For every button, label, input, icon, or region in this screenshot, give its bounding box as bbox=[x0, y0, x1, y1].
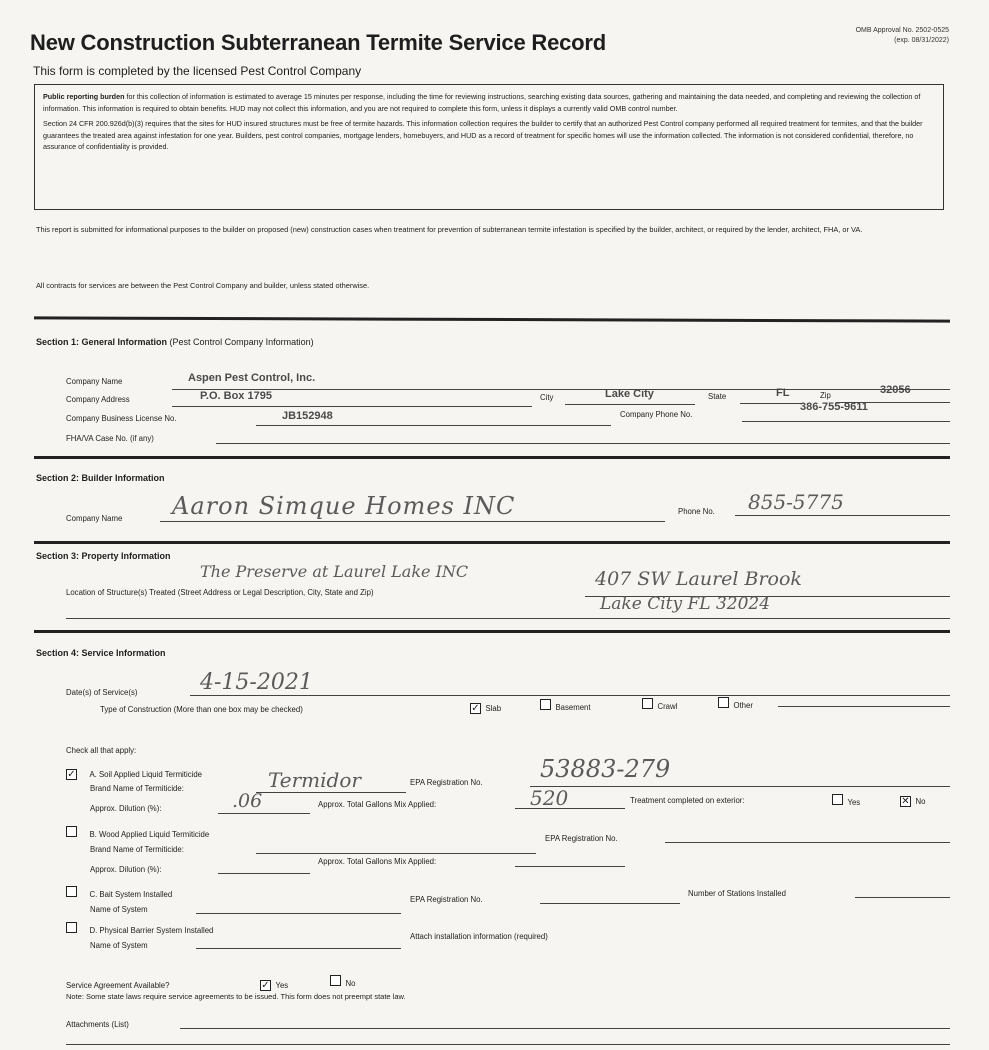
agreement-yes-label: Yes bbox=[275, 981, 289, 990]
phone-line bbox=[742, 421, 950, 422]
license-label: Company Business License No. bbox=[66, 414, 177, 423]
b-brand-label: Brand Name of Termiticide: bbox=[90, 845, 184, 854]
construction-crawl-option[interactable] bbox=[642, 696, 677, 714]
company-address-value[interactable]: P.O. Box 1795 bbox=[200, 390, 272, 402]
burden-lead: Public reporting burden bbox=[43, 92, 125, 101]
form-title: New Construction Subterranean Termite Service Record bbox=[30, 30, 607, 55]
company-name-value[interactable]: Aspen Pest Control, Inc. bbox=[188, 372, 316, 384]
option-b-title: B. Wood Applied Liquid Termiticide bbox=[89, 830, 210, 839]
b-gallons-label: Approx. Total Gallons Mix Applied: bbox=[318, 857, 437, 866]
agreement-no-option[interactable] bbox=[330, 973, 355, 991]
burden-paragraph bbox=[43, 91, 935, 114]
d-name-line bbox=[196, 948, 401, 949]
d-name-label: Name of System bbox=[90, 941, 148, 950]
attachments-line bbox=[180, 1028, 950, 1029]
omb-number: OMB Approval No. 2502-0525 bbox=[855, 27, 949, 34]
city-line bbox=[565, 404, 695, 405]
section1-note: (Pest Control Company Information) bbox=[169, 337, 314, 347]
service-date-label: Date(s) of Service(s) bbox=[66, 688, 138, 697]
b-dilution-line bbox=[218, 873, 310, 874]
agreement-yes-option[interactable] bbox=[260, 975, 288, 993]
c-stations-line bbox=[855, 897, 950, 898]
a-epa-value[interactable]: 53883-279 bbox=[540, 755, 671, 783]
construction-type-label: Type of Construction (More than one box may be checked) bbox=[100, 705, 303, 714]
builder-phone-label: Phone No. bbox=[678, 507, 715, 516]
check-all-label: Check all that apply: bbox=[66, 746, 137, 755]
company-name-line bbox=[172, 389, 950, 390]
builder-name-value[interactable]: Aaron Simque Homes INC bbox=[172, 492, 516, 520]
c-name-label: Name of System bbox=[90, 905, 148, 914]
a-dilution-line bbox=[218, 813, 310, 814]
option-b-row[interactable] bbox=[66, 824, 209, 842]
b-epa-label: EPA Registration No. bbox=[545, 834, 618, 843]
construction-slab-option[interactable] bbox=[470, 698, 501, 716]
option-a-row[interactable] bbox=[66, 764, 202, 782]
exterior-no-checkbox[interactable]: ✕ bbox=[901, 796, 910, 807]
agreement-label: Service Agreement Available? bbox=[66, 981, 170, 990]
a-exterior-no-option[interactable] bbox=[900, 791, 925, 809]
c-epa-line bbox=[540, 903, 680, 904]
basement-checkbox[interactable] bbox=[540, 699, 551, 710]
service-date-line bbox=[190, 695, 950, 696]
a-dilution-label: Approx. Dilution (%): bbox=[90, 804, 162, 813]
city-value[interactable]: Lake City bbox=[605, 388, 654, 400]
a-exterior-label: Treatment completed on exterior: bbox=[630, 796, 745, 805]
option-c-checkbox[interactable] bbox=[66, 886, 77, 897]
form-subtitle: This form is completed by the licensed Pest Control Company bbox=[33, 64, 362, 78]
license-value[interactable]: JB152948 bbox=[282, 410, 333, 422]
option-d-checkbox[interactable] bbox=[66, 922, 77, 933]
a-gallons-label: Approx. Total Gallons Mix Applied: bbox=[318, 800, 437, 809]
a-epa-label: EPA Registration No. bbox=[410, 778, 483, 787]
option-a-title: A. Soil Applied Liquid Termiticide bbox=[89, 770, 202, 779]
option-a-checkbox[interactable]: ✓ bbox=[67, 769, 76, 780]
a-brand-value[interactable]: Termidor bbox=[268, 768, 361, 792]
agreement-yes-checkbox[interactable]: ✓ bbox=[261, 980, 270, 991]
construction-basement-option[interactable] bbox=[540, 697, 591, 715]
location-label: Location of Structure(s) Treated (Street Address or Legal Description, City, State and Zip) bbox=[66, 588, 374, 597]
builder-phone-line bbox=[735, 515, 950, 516]
section-divider bbox=[34, 541, 950, 544]
burden-text: for this collection of information is estimated to average 15 minutes per response, including the time for reviewing instructions, searching existing data sources, gathering and maintaining the data needed, and completing and reviewing the collection of information. This information is required to obtain benefits. HUD may not collect this information, and you are not required to complete this form, unless it displays a currently valid OMB control number. bbox=[43, 92, 921, 113]
attachments-line-2 bbox=[66, 1044, 950, 1045]
other-label: Other bbox=[733, 701, 753, 710]
agreement-no-checkbox[interactable] bbox=[330, 975, 341, 986]
slab-checkbox[interactable]: ✓ bbox=[471, 703, 480, 714]
c-name-line bbox=[196, 913, 401, 914]
option-c-title: C. Bait System Installed bbox=[89, 890, 173, 899]
c-stations-label: Number of Stations Installed bbox=[688, 889, 786, 898]
builder-name-label: Company Name bbox=[66, 514, 123, 523]
company-name-label: Company Name bbox=[66, 377, 123, 386]
section-divider bbox=[34, 456, 950, 459]
state-value[interactable]: FL bbox=[776, 387, 790, 399]
location-line-2 bbox=[66, 618, 950, 619]
other-checkbox[interactable] bbox=[718, 697, 729, 708]
option-b-checkbox[interactable] bbox=[66, 826, 77, 837]
company-address-line bbox=[172, 406, 532, 407]
a-epa-line bbox=[530, 786, 950, 787]
zip-label: Zip bbox=[820, 391, 831, 400]
agreement-note: Note: Some state laws require service agreements to be issued. This form does not preempt state law. bbox=[66, 992, 406, 1001]
a-exterior-yes-option[interactable] bbox=[832, 792, 860, 810]
section1-title: Section 1: General Information bbox=[36, 337, 168, 347]
company-address-label: Company Address bbox=[66, 395, 130, 404]
slab-label: Slab bbox=[485, 704, 502, 713]
a-dilution-value[interactable]: .06 bbox=[232, 790, 263, 812]
section1-heading bbox=[36, 337, 314, 347]
section-divider bbox=[34, 316, 950, 322]
builder-name-line bbox=[160, 521, 665, 522]
location-line2-value[interactable]: 407 SW Laurel Brook bbox=[595, 568, 802, 590]
exterior-no-label: No bbox=[915, 797, 926, 806]
fha-case-label: FHA/VA Case No. (if any) bbox=[66, 434, 154, 443]
license-line bbox=[256, 425, 611, 426]
attachments-label: Attachments (List) bbox=[66, 1020, 129, 1029]
b-gallons-line bbox=[515, 866, 625, 867]
phone-label: Company Phone No. bbox=[620, 410, 693, 419]
intro-paragraph: This report is submitted for informational purposes to the builder on proposed (new) construction cases when treatment for prevention of subterranean termite infestation is specified by the builder, architect, or required by the lender, architect, FHA, or VA. bbox=[36, 225, 863, 234]
exterior-yes-checkbox[interactable] bbox=[832, 794, 843, 805]
location-line3-value[interactable]: Lake City FL 32024 bbox=[600, 594, 771, 614]
exterior-yes-label: Yes bbox=[847, 798, 861, 807]
section-divider bbox=[34, 630, 950, 633]
d-attach-label: Attach installation information (required) bbox=[410, 932, 548, 941]
city-label: City bbox=[540, 393, 554, 402]
option-c-row[interactable] bbox=[66, 884, 172, 902]
contracts-paragraph: All contracts for services are between the Pest Control Company and builder, unless stated otherwise. bbox=[36, 281, 370, 290]
state-line bbox=[740, 403, 802, 404]
section4-heading: Section 4: Service Information bbox=[36, 648, 166, 658]
option-d-title: D. Physical Barrier System Installed bbox=[89, 926, 214, 935]
basement-label: Basement bbox=[555, 703, 591, 712]
a-brand-label: Brand Name of Termiticide: bbox=[90, 784, 184, 793]
b-epa-line bbox=[665, 842, 950, 843]
section2-heading: Section 2: Builder Information bbox=[36, 473, 165, 483]
b-brand-line bbox=[256, 853, 536, 854]
other-line bbox=[778, 706, 950, 707]
a-gallons-value[interactable]: 520 bbox=[530, 786, 569, 810]
crawl-checkbox[interactable] bbox=[642, 698, 653, 709]
option-d-row[interactable] bbox=[66, 920, 213, 938]
a-brand-line bbox=[256, 792, 406, 793]
b-dilution-label: Approx. Dilution (%): bbox=[90, 865, 162, 874]
fha-case-line bbox=[216, 443, 950, 444]
service-date-value[interactable]: 4-15-2021 bbox=[200, 670, 313, 695]
omb-approval bbox=[856, 26, 949, 46]
agreement-no-label: No bbox=[345, 979, 356, 988]
builder-phone-value[interactable]: 855-5775 bbox=[748, 490, 844, 514]
crawl-label: Crawl bbox=[657, 702, 678, 711]
c-epa-label: EPA Registration No. bbox=[410, 895, 483, 904]
zip-value[interactable]: 32056 bbox=[880, 384, 911, 396]
burden-notice-box bbox=[34, 84, 944, 210]
regulation-paragraph: Section 24 CFR 200.926d(b)(3) requires that the sites for HUD insured structures must be free of termite hazards. This information collection requires the builder to certify that an authorized Pest Control company performed all required treatment for termites, and that the builder guarantees the treated area against infestation for one year. Builders, pest control companies, mortgage lenders, homebuyers, and HUD as a record of treatment for specific homes will use the information collected. The information is not considered confidential, therefore, no assurance of confidentiality is provided. bbox=[43, 119, 923, 151]
phone-value[interactable]: 386-755-9611 bbox=[800, 401, 868, 413]
location-line1-value[interactable]: The Preserve at Laurel Lake INC bbox=[200, 562, 469, 581]
state-label: State bbox=[708, 392, 727, 401]
construction-other-option[interactable] bbox=[718, 695, 753, 713]
omb-expiration: (exp. 08/31/2022) bbox=[894, 37, 949, 44]
section3-heading: Section 3: Property Information bbox=[36, 551, 171, 561]
